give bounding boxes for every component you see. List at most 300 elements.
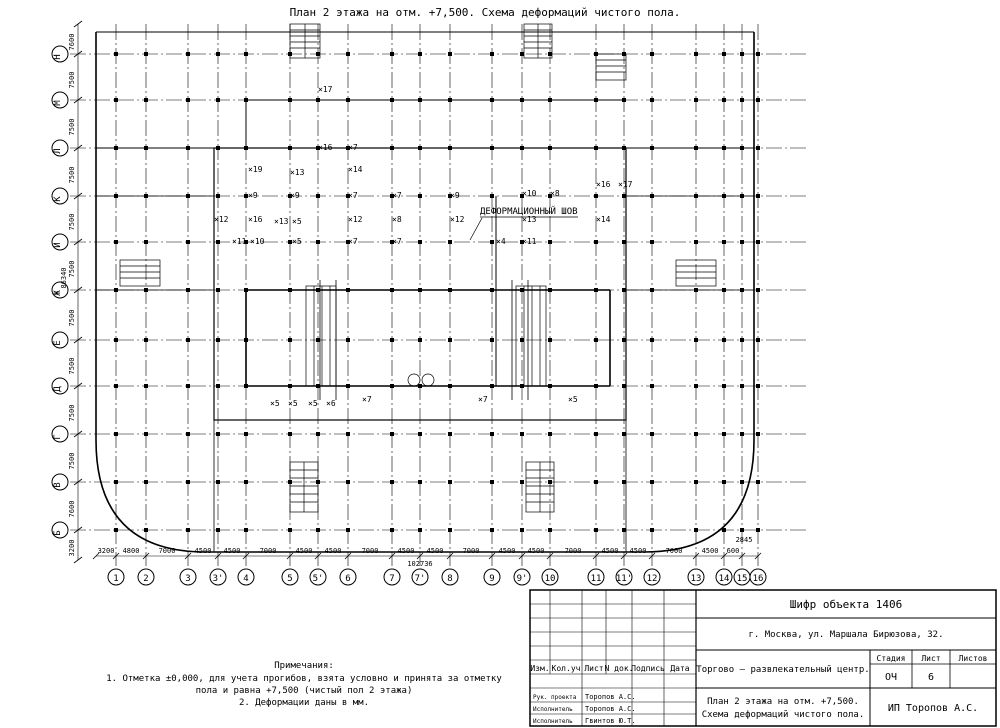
structural-column <box>418 480 422 484</box>
structural-column <box>548 146 552 150</box>
structural-column <box>520 98 524 102</box>
structural-column <box>316 480 320 484</box>
structural-column <box>756 384 760 388</box>
structural-column <box>288 528 292 532</box>
structural-column <box>144 98 148 102</box>
structural-column <box>490 194 494 198</box>
structural-column <box>346 480 350 484</box>
column-axis-label: 7 <box>389 574 395 584</box>
stamp-col-izm: Изм. <box>530 664 550 673</box>
structural-column <box>694 480 698 484</box>
deformation-value: ×9 <box>450 191 460 200</box>
structural-column <box>346 384 350 388</box>
column-dimension-value: 7000 <box>462 547 480 555</box>
column-axis-label: 6 <box>345 574 351 584</box>
structural-column <box>244 480 248 484</box>
deformation-value: ×16 <box>318 143 333 152</box>
structural-column <box>288 338 292 342</box>
structural-column <box>390 480 394 484</box>
row-dimension-value: 7500 <box>68 404 76 422</box>
structural-column <box>740 288 744 292</box>
structural-column <box>418 288 422 292</box>
structural-column <box>448 146 452 150</box>
structural-column <box>114 528 118 532</box>
row-axis-label: И <box>53 242 63 248</box>
structural-column <box>594 98 598 102</box>
row-axis-label: Д <box>53 386 63 392</box>
row-dimension-value: 7500 <box>68 166 76 184</box>
structural-column <box>144 52 148 56</box>
structural-column <box>418 338 422 342</box>
structural-column <box>622 52 626 56</box>
structural-column <box>114 240 118 244</box>
structural-column <box>490 338 494 342</box>
overall-height-dimension: 86340 <box>60 267 68 289</box>
structural-column <box>594 288 598 292</box>
structural-column <box>694 432 698 436</box>
structural-column <box>186 146 190 150</box>
structural-column <box>244 338 248 342</box>
structural-column <box>186 384 190 388</box>
structural-column <box>694 146 698 150</box>
structural-column <box>756 240 760 244</box>
structural-column <box>418 240 422 244</box>
structural-column <box>346 528 350 532</box>
structural-column <box>216 52 220 56</box>
structural-column <box>144 480 148 484</box>
structural-column <box>186 432 190 436</box>
deformation-value: ×5 <box>308 399 318 408</box>
structural-column <box>316 194 320 198</box>
structural-column <box>650 194 654 198</box>
structural-column <box>650 288 654 292</box>
structural-column <box>490 432 494 436</box>
structural-column <box>390 52 394 56</box>
structural-column <box>520 480 524 484</box>
stamp-sheets-header: Листов <box>958 654 988 663</box>
structural-column <box>756 52 760 56</box>
deformation-value: ×13 <box>290 168 305 177</box>
structural-column <box>144 338 148 342</box>
stamp-object-code: Шифр объекта 1406 <box>789 598 903 611</box>
structural-column <box>114 288 118 292</box>
structural-column <box>622 288 626 292</box>
stamp-name-2: Торопов А.С. <box>585 705 636 713</box>
structural-column <box>448 384 452 388</box>
deformation-value: ×12 <box>214 215 229 224</box>
row-dimension-value: 7500 <box>68 118 76 136</box>
column-axis-label: 5' <box>312 574 324 584</box>
structural-column <box>316 384 320 388</box>
structural-column <box>548 480 552 484</box>
structural-column <box>520 288 524 292</box>
column-dimension-value: 7000 <box>259 547 277 555</box>
structural-column <box>740 98 744 102</box>
structural-column <box>114 194 118 198</box>
structural-column <box>740 146 744 150</box>
deformation-value: ×11 <box>232 237 247 246</box>
structural-column <box>756 432 760 436</box>
overall-width-dimension: 102736 <box>407 560 433 568</box>
column-dimension-value: 4500 <box>324 547 342 555</box>
structural-column <box>216 338 220 342</box>
structural-column <box>448 480 452 484</box>
structural-column <box>418 384 422 388</box>
structural-column <box>622 194 626 198</box>
stamp-col-data: Дата <box>670 664 690 673</box>
structural-column <box>740 52 744 56</box>
structural-column <box>216 98 220 102</box>
column-dimension-value: 4800 <box>122 547 140 555</box>
structural-column <box>594 480 598 484</box>
structural-column <box>694 240 698 244</box>
drawing-title: План 2 этажа на отм. +7,500. Схема деформаций чистого пола. <box>289 6 681 19</box>
column-dimension-value: 4500 <box>701 547 719 555</box>
structural-column <box>390 432 394 436</box>
structural-column <box>114 432 118 436</box>
column-dimension-value: 7000 <box>564 547 582 555</box>
structural-column <box>186 528 190 532</box>
stamp-role-2: Исполнитель <box>533 706 573 713</box>
deformation-joint-label: ДЕФОРМАЦИОННЫЙ ШОВ <box>480 207 578 217</box>
column-dimension-value: 4500 <box>397 547 415 555</box>
structural-column <box>316 240 320 244</box>
structural-column <box>740 528 744 532</box>
structural-column <box>448 52 452 56</box>
structural-column <box>548 528 552 532</box>
column-dimension-value: 3200 <box>97 547 115 555</box>
structural-column <box>594 528 598 532</box>
column-dimension-value: 4500 <box>629 547 647 555</box>
structural-column <box>390 528 394 532</box>
column-dimension-value: 4500 <box>527 547 545 555</box>
deformation-value: ×8 <box>392 215 402 224</box>
structural-column <box>346 338 350 342</box>
structural-column <box>756 194 760 198</box>
deformation-value: ×12 <box>450 215 465 224</box>
structural-column <box>548 52 552 56</box>
structural-column <box>216 384 220 388</box>
notes-line-2: пола и равна +7,500 (чистый пол 2 этажа) <box>195 686 413 696</box>
structural-column <box>594 146 598 150</box>
structural-column <box>114 384 118 388</box>
structural-column <box>622 480 626 484</box>
structural-column <box>490 240 494 244</box>
structural-column <box>650 480 654 484</box>
column-axis-label: 7' <box>414 574 426 584</box>
structural-column <box>622 146 626 150</box>
column-axis-label: 14 <box>718 574 730 584</box>
column-axis-label: 2 <box>143 574 149 584</box>
structural-column <box>694 528 698 532</box>
structural-column <box>740 432 744 436</box>
column-axis-label: 4 <box>243 574 249 584</box>
structural-column <box>316 98 320 102</box>
structural-column <box>316 338 320 342</box>
row-axis-label: Г <box>53 434 63 440</box>
stamp-col-ndok: N док. <box>604 664 634 673</box>
structural-column <box>448 240 452 244</box>
structural-column <box>288 432 292 436</box>
structural-column <box>448 338 452 342</box>
row-axis-label: Е <box>53 340 63 346</box>
structural-column <box>216 146 220 150</box>
row-dimension-value: 3200 <box>68 539 76 557</box>
deformation-value: ×7 <box>362 395 372 404</box>
structural-column <box>740 194 744 198</box>
structural-column <box>548 288 552 292</box>
structural-column <box>216 528 220 532</box>
column-axis-label: 9 <box>489 574 495 584</box>
structural-column <box>288 146 292 150</box>
structural-column <box>594 194 598 198</box>
structural-column <box>694 52 698 56</box>
column-axis-label: 11' <box>615 574 633 584</box>
row-axis-label: Н <box>53 54 63 60</box>
structural-column <box>390 288 394 292</box>
deformation-value: ×7 <box>348 191 358 200</box>
deformation-value: ×16 <box>596 180 611 189</box>
structural-column <box>346 288 350 292</box>
structural-column <box>650 240 654 244</box>
structural-column <box>448 98 452 102</box>
structural-column <box>694 384 698 388</box>
structural-column <box>244 384 248 388</box>
structural-column <box>288 288 292 292</box>
row-dimension-value: 7600 <box>68 500 76 518</box>
structural-column <box>722 146 726 150</box>
stamp-name-3: Гвинтов Ю.Т. <box>585 717 636 725</box>
structural-column <box>722 528 726 532</box>
row-dimension-value: 7500 <box>68 357 76 375</box>
structural-column <box>346 98 350 102</box>
structural-column <box>756 528 760 532</box>
structural-column <box>418 52 422 56</box>
column-dimension-value: 4500 <box>498 547 516 555</box>
structural-column <box>722 480 726 484</box>
structural-column <box>244 432 248 436</box>
structural-column <box>186 98 190 102</box>
structural-column <box>186 480 190 484</box>
structural-column <box>448 432 452 436</box>
structural-column <box>390 384 394 388</box>
column-dimension-value: 7000 <box>665 547 683 555</box>
stamp-col-list: Лист <box>584 664 604 673</box>
row-dimension-value: 7500 <box>68 71 76 89</box>
structural-column <box>622 98 626 102</box>
structural-column <box>594 432 598 436</box>
structural-column <box>418 146 422 150</box>
row-dimension-value: 7600 <box>68 33 76 51</box>
structural-column <box>490 384 494 388</box>
deformation-value: ×7 <box>348 237 358 246</box>
deformation-value: ×5 <box>568 395 578 404</box>
structural-column <box>694 288 698 292</box>
column-dimension-value: 600 <box>726 547 740 555</box>
structural-column <box>144 384 148 388</box>
structural-column <box>722 432 726 436</box>
structural-column <box>216 288 220 292</box>
structural-column <box>216 432 220 436</box>
row-dimension-value: 7500 <box>68 260 76 278</box>
stamp-role-1: Рук. проекта <box>533 694 577 701</box>
structural-column <box>520 432 524 436</box>
structural-column <box>244 52 248 56</box>
structural-column <box>548 384 552 388</box>
row-dimension-value: 7500 <box>68 452 76 470</box>
row-axis-label: В <box>53 482 63 488</box>
deformation-value: ×14 <box>348 165 363 174</box>
column-axis-label: 8 <box>447 574 453 584</box>
structural-column <box>186 288 190 292</box>
structural-column <box>144 194 148 198</box>
column-axis-label: 11 <box>590 574 602 584</box>
structural-column <box>622 528 626 532</box>
structural-column <box>756 146 760 150</box>
notes-line-3: 2. Деформации даны в мм. <box>238 698 370 708</box>
structural-column <box>694 194 698 198</box>
stamp-stage-value: ОЧ <box>884 672 898 683</box>
structural-column <box>756 288 760 292</box>
row-axis-label: М <box>53 100 63 106</box>
column-axis-label: 3 <box>185 574 191 584</box>
deformation-value: ×7 <box>392 237 402 246</box>
structural-column <box>650 338 654 342</box>
column-axis-label: 3' <box>212 574 224 584</box>
structural-column <box>244 528 248 532</box>
structural-column <box>490 146 494 150</box>
stamp-address: г. Москва, ул. Маршала Бирюзова, 32. <box>748 630 944 640</box>
stamp-col-kol: Кол.уч <box>551 664 581 673</box>
structural-column <box>548 98 552 102</box>
structural-column <box>186 52 190 56</box>
structural-column <box>288 52 292 56</box>
structural-column <box>756 98 760 102</box>
structural-column <box>144 432 148 436</box>
structural-column <box>740 384 744 388</box>
structural-column <box>722 52 726 56</box>
extra-dimension: 2845 <box>735 536 753 544</box>
row-dimension-value: 7500 <box>68 309 76 327</box>
deformation-value: ×9 <box>248 191 258 200</box>
stamp-col-podpis: Подпись <box>631 664 665 673</box>
deformation-value: ×10 <box>250 237 265 246</box>
deformation-value: ×6 <box>326 399 336 408</box>
stamp-role-3: Исполнитель <box>533 718 573 725</box>
structural-column <box>448 528 452 532</box>
structural-column <box>114 480 118 484</box>
structural-column <box>346 432 350 436</box>
structural-column <box>390 98 394 102</box>
structural-column <box>490 528 494 532</box>
structural-column <box>740 480 744 484</box>
deformation-value: ×11 <box>522 237 537 246</box>
structural-column <box>390 338 394 342</box>
structural-column <box>216 194 220 198</box>
column-axis-label: 15 <box>736 574 748 584</box>
structural-column <box>114 338 118 342</box>
column-axis-label: 1 <box>113 574 119 584</box>
deformation-value: ×13 <box>274 217 289 226</box>
structural-column <box>316 528 320 532</box>
deformation-value: ×12 <box>348 215 363 224</box>
column-axis-label: 10 <box>544 574 556 584</box>
structural-column <box>548 338 552 342</box>
structural-column <box>316 432 320 436</box>
column-dimension-value: 4500 <box>426 547 444 555</box>
structural-column <box>722 98 726 102</box>
structural-column <box>694 338 698 342</box>
structural-column <box>740 338 744 342</box>
structural-column <box>622 384 626 388</box>
structural-column <box>244 288 248 292</box>
structural-column <box>418 528 422 532</box>
notes-heading: Примечания: <box>274 661 334 671</box>
stamp-sheet-header: Лист <box>921 654 941 663</box>
structural-column <box>548 432 552 436</box>
stamp-drawing-title-1: План 2 этажа на отм. +7,500. <box>707 697 859 707</box>
row-axis-label: Б <box>53 530 63 536</box>
column-axis-label: 9' <box>516 574 528 584</box>
deformation-value: ×16 <box>248 215 263 224</box>
structural-column <box>722 384 726 388</box>
deformation-value: ×5 <box>288 399 298 408</box>
column-dimension-value: 4500 <box>295 547 313 555</box>
column-dimension-value: 4500 <box>194 547 212 555</box>
column-axis-label: 13 <box>690 574 702 584</box>
structural-column <box>594 52 598 56</box>
deformation-value: ×17 <box>318 85 333 94</box>
structural-column <box>418 432 422 436</box>
deformation-value: ×19 <box>248 165 263 174</box>
structural-column <box>722 288 726 292</box>
structural-column <box>520 338 524 342</box>
structural-column <box>216 240 220 244</box>
structural-column <box>650 384 654 388</box>
structural-column <box>144 240 148 244</box>
structural-column <box>144 146 148 150</box>
column-dimension-value: 4500 <box>601 547 619 555</box>
row-axis-label: Л <box>53 148 63 154</box>
structural-column <box>740 240 744 244</box>
structural-column <box>186 240 190 244</box>
structural-column <box>288 480 292 484</box>
deformation-value: ×5 <box>292 237 302 246</box>
column-dimension-value: 4500 <box>223 547 241 555</box>
structural-column <box>594 240 598 244</box>
deformation-value: ×13 <box>522 215 537 224</box>
deformation-value: ×5 <box>292 217 302 226</box>
column-axis-label: 12 <box>646 574 658 584</box>
structural-column <box>490 52 494 56</box>
structural-column <box>520 52 524 56</box>
deformation-value: ×7 <box>478 395 488 404</box>
structural-column <box>594 384 598 388</box>
structural-column <box>594 338 598 342</box>
column-axis-label: 5 <box>287 574 293 584</box>
stamp-building: Торгово – развлекательный центр. <box>696 665 870 675</box>
structural-column <box>448 288 452 292</box>
structural-column <box>490 480 494 484</box>
structural-column <box>756 338 760 342</box>
deformation-value: ×14 <box>596 215 611 224</box>
structural-column <box>756 480 760 484</box>
structural-column <box>490 98 494 102</box>
structural-column <box>316 52 320 56</box>
structural-column <box>244 146 248 150</box>
structural-column <box>520 146 524 150</box>
stamp-name-1: Торопов А.С. <box>585 693 636 701</box>
